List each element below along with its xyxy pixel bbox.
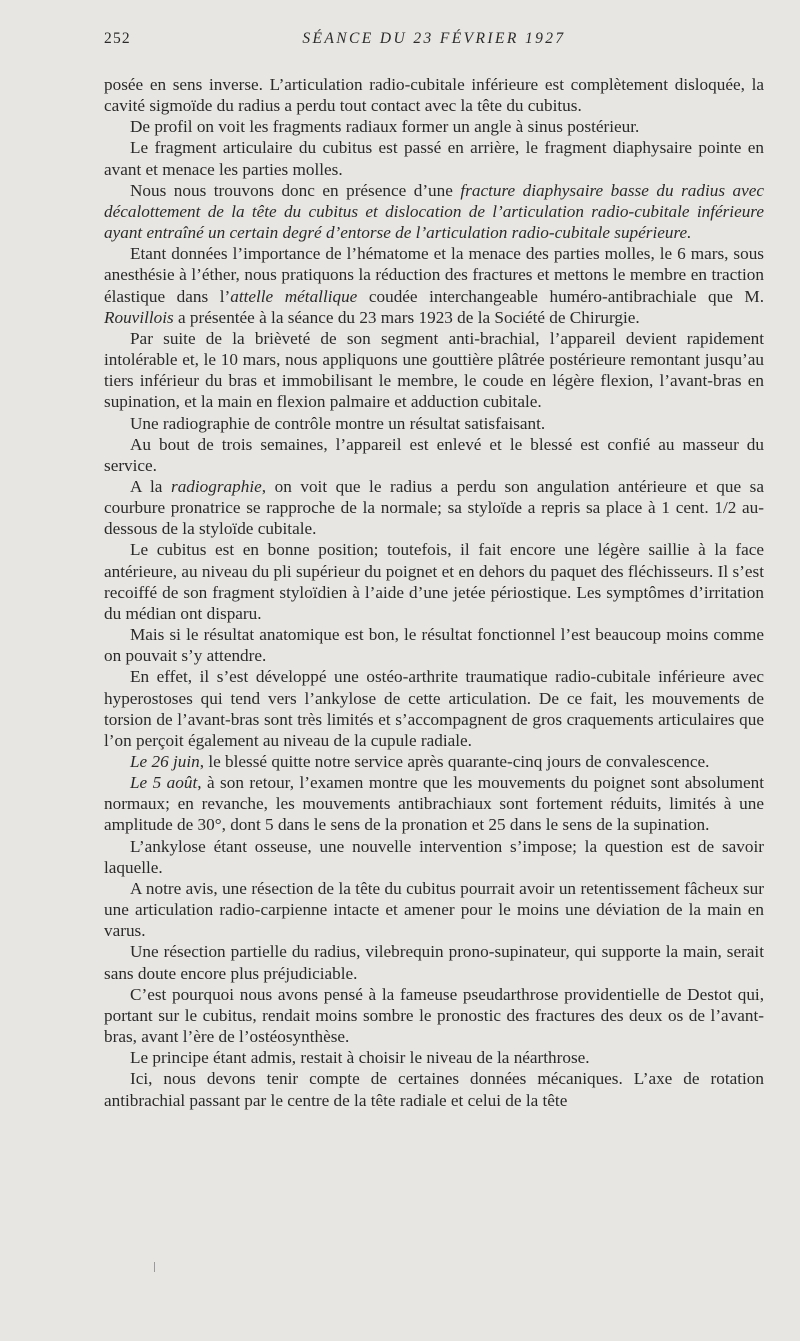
italic-text: Rouvillois <box>104 307 174 327</box>
paragraph <box>104 476 764 539</box>
italic-text: radiographie <box>171 476 262 496</box>
paragraph <box>104 116 764 137</box>
text-run: C’est pourquoi nous avons pensé à la fameuse pseudarthrose providentielle de Destot qui, portant sur le cubitus, rendait moins sombre le pronostic des fractures des deux os de l’avant-bras, avant l’ère de l’ostéosynthèse. <box>104 984 764 1047</box>
paragraph <box>104 1068 764 1110</box>
text-run: Au bout de trois semaines, l’appareil est enlevé et le blessé est confié au masseur du service. <box>104 434 764 475</box>
text-run: Le fragment articulaire du cubitus est passé en arrière, le fragment diaphysaire pointe en avant et menace les parties molles. <box>104 138 764 179</box>
paragraph <box>104 836 764 878</box>
text-run: Une résection partielle du radius, vilebrequin prono-supinateur, qui supporte la main, serait sans doute encore plus préjudiciable. <box>104 942 764 983</box>
paragraph <box>104 1047 764 1068</box>
text-run: coudée interchangeable huméro-antibrachiale que M. <box>357 286 764 306</box>
body-text <box>104 74 764 1111</box>
paragraph <box>104 878 764 941</box>
text-run: A la <box>130 476 172 496</box>
paragraph <box>104 539 764 624</box>
italic-text: Le 26 juin <box>130 752 200 771</box>
text-run: De profil on voit les fragments radiaux former un angle à sinus postérieur. <box>130 117 640 137</box>
text-run: Une radiographie de contrôle montre un résultat satisfaisant. <box>130 413 546 433</box>
text-run: En effet, il s’est développé une ostéo-arthrite traumatique radio-cubitale inférieure avec hyperostoses qui tend vers l’ankylose de cette articulation. De ce fait, les mouvements de torsion de l’avant-bras sont très limités et s’accompagnent de gros craquements articulaires que l’on perçoit également au niveau de la cupule radiale. <box>104 667 764 750</box>
paragraph <box>104 772 764 835</box>
paragraph <box>104 751 764 772</box>
text-run: Par suite de la brièveté de son segment anti-brachial, l’appareil devient rapidement intolérable et, le 10 mars, nous appliquons une gouttière plâtrée postérieure remontant jusqu’au tiers inférieur du bras et immobilisant le membre, le coude en légère flexion, l’avant-bras en supination, et la main en flexion palmaire et adduction cubitale. <box>104 328 764 412</box>
text-run: Le principe étant admis, restait à choisir le niveau de la néarthrose. <box>130 1048 590 1068</box>
paragraph <box>104 413 764 434</box>
paragraph <box>104 434 764 476</box>
text-run: Mais si le résultat anatomique est bon, le résultat fonctionnel l’est beaucoup moins comme on pouvait s’y attendre. <box>104 625 764 666</box>
paragraph <box>104 941 764 983</box>
text-run: a présentée à la séance du 23 mars 1923 de la Société de Chirurgie. <box>173 307 640 327</box>
italic-text: fracture diaphysaire basse du radius avec décalottement de la tête du cubitus et dislocation de l’articulation radio-cubitale inférieure ayant entraîné un certain degré d’entorse de l’articulation radio-cubitale supérieure. <box>104 180 765 243</box>
italic-text: Le 5 août <box>130 773 198 793</box>
paragraph <box>104 137 764 179</box>
text-run: Etant données l’importance de l’hématome et la menace des parties molles, le 6 mars, sous anesthésie à l’éther, nous pratiquons la réduction des fractures et mettons le membre en traction élastique dans l’ <box>104 244 764 306</box>
paragraph <box>104 243 764 328</box>
text-run: Nous nous trouvons donc en présence d’une <box>130 180 461 200</box>
footer-mark <box>154 1262 155 1272</box>
text-run: L’ankylose étant osseuse, une nouvelle intervention s’impose; la question est de savoir laquelle. <box>104 836 764 877</box>
text-run: , le blessé quitte notre service après quarante-cinq jours de convalescence. <box>199 752 710 771</box>
text-run: , à son retour, l’examen montre que les mouvements du poignet sont absolument normaux; en revanche, les mouvements antibrachiaux sont fortement réduits, limités à une amplitude de 30°, dont 5 dans le sens de la pronation et 25 dans le sens de la supination. <box>104 773 765 835</box>
paragraph <box>104 74 764 116</box>
paragraph <box>104 328 764 413</box>
paragraph <box>104 666 764 751</box>
text-run: posée en sens inverse. L’articulation radio-cubitale inférieure est complètement disloquée, la cavité sigmoïde du radius a perdu tout contact avec la tête du cubitus. <box>104 75 764 116</box>
text-run: , on voit que le radius a perdu son angulation antérieure et que sa courbure pronatrice se rapproche de la normale; sa styloïde a repris sa place à 1 cent. 1/2 au-dessous de la styloïde cubitale. <box>104 476 765 539</box>
paragraph <box>104 624 764 666</box>
paragraph <box>104 984 764 1047</box>
page-number: 252 <box>104 30 131 47</box>
text-run: Ici, nous devons tenir compte de certaines données mécaniques. L’axe de rotation antibrachial passant par le centre de la tête radiale et celui de la tête <box>104 1069 764 1110</box>
text-run: A notre avis, une résection de la tête du cubitus pourrait avoir un retentissement fâcheux sur une articulation radio-carpienne intacte et amener pour le moins une déviation de la main en varus. <box>104 878 764 941</box>
paragraph <box>104 180 764 243</box>
italic-text: attelle métallique <box>230 286 358 306</box>
page-header <box>104 30 764 52</box>
running-title: SÉANCE DU 23 FÉVRIER 1927 <box>302 30 566 47</box>
text-run: Le cubitus est en bonne position; toutefois, il fait encore une légère saillie à la face antérieure, au niveau du pli supérieur du poignet et en dehors du paquet des fléchisseurs. Il s’est recoiffé de son fragment styloïdien à l’aide d’une jetée périostique. Les symptômes d’irritation du médian ont disparu. <box>104 540 764 623</box>
